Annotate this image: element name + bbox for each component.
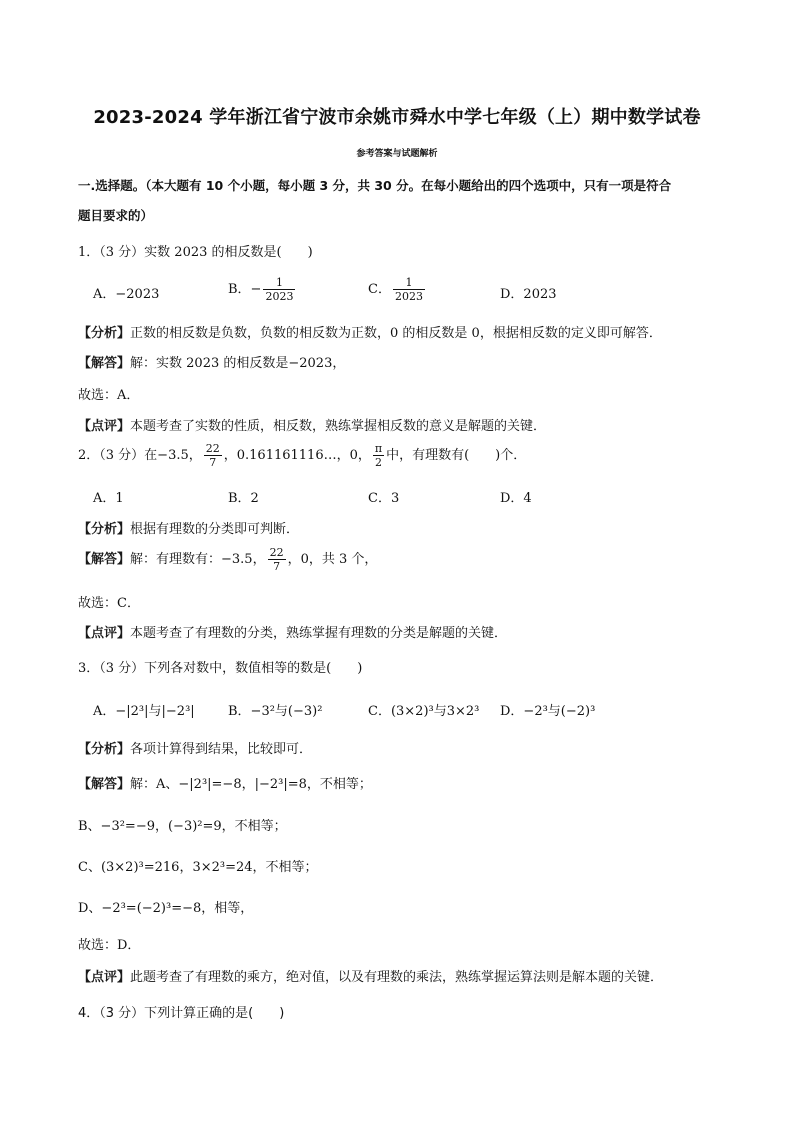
fraction-numerator: π [374, 442, 383, 455]
question-3-answer-c: C、(3×2)³=216，3×2³=24，不相等； [78, 860, 318, 875]
section-heading-line1: 一.选择题。（本大题有 10 个小题，每小题 3 分，共 30 分。在每小题给出的四个选项中，只有一项是符合 [78, 178, 672, 193]
question-2-stem-part2: ，0.161161116…，0， [223, 448, 371, 463]
question-1-choice: 故选：A． [78, 388, 140, 403]
question-2-stem [78, 442, 526, 469]
fraction-denominator: 2 [373, 455, 384, 469]
question-2-stem-part1: 2．（3 分）在−3.5， [78, 448, 202, 463]
question-2-answer [78, 546, 377, 573]
question-2-option-a: A．1 [93, 491, 124, 506]
question-3-option-b: B．−3²与(−3)² [228, 704, 323, 719]
question-3-choice: 故选：D． [78, 938, 141, 953]
comment-tag: 【点评】 [78, 626, 131, 641]
question-3-answer-b: B、−3²=−9，(−3)²=9，不相等； [78, 819, 287, 834]
question-1-option-a: A．−2023 [93, 287, 160, 302]
fraction-numerator: 22 [205, 442, 220, 455]
answer-tag: 【解答】 [78, 777, 131, 792]
answer-tag: 【解答】 [78, 356, 131, 371]
comment-tag: 【点评】 [78, 419, 131, 434]
answer-text: 解：实数 2023 的相反数是−2023， [130, 356, 346, 371]
fraction-numerator: 1 [405, 276, 413, 289]
comment-tag: 【点评】 [78, 970, 131, 985]
answer-text-part1: 解：有理数有：−3.5， [130, 552, 266, 567]
comment-text: 此题考查了有理数的乘方，绝对值，以及有理数的乘法，熟练掌握运算法则是解本题的关键． [130, 970, 664, 985]
comment-text: 本题考查了实数的性质，相反数，熟练掌握相反数的意义是解题的关键． [130, 419, 547, 434]
answer-text: 解：A、−|2³|=−8，|−2³|=8，不相等； [130, 777, 372, 792]
analysis-text: 正数的相反数是负数，负数的相反数为正数，0 的相反数是 0，根据相反数的定义即可解答． [130, 326, 662, 341]
question-1-option-b-prefix: B．− [228, 282, 262, 297]
question-2-fraction-22-7 [204, 442, 222, 469]
question-1-option-c-prefix: C． [368, 282, 391, 297]
question-2-stem-part3: 中，有理数有( )个． [386, 448, 527, 463]
question-1-option-c [368, 276, 427, 303]
question-3-option-d: D．−2³与(−2)³ [500, 704, 596, 719]
analysis-tag: 【分析】 [78, 326, 131, 341]
fraction-denominator: 2023 [265, 290, 294, 303]
analysis-text: 根据有理数的分类即可判断． [130, 522, 300, 537]
question-2-choice: 故选：C． [78, 596, 140, 611]
question-1-comment [78, 415, 546, 434]
question-2-fraction-pi-2 [373, 442, 384, 469]
answer-text-part2: ，0，共 3 个， [287, 552, 378, 567]
question-3-option-c: C．(3×2)³与3×2³ [368, 704, 480, 719]
question-2-analysis [78, 518, 299, 537]
fraction-denominator: 7 [268, 559, 286, 573]
analysis-tag: 【分析】 [78, 742, 131, 757]
question-2-comment [78, 622, 507, 641]
question-2-option-c: C．3 [368, 491, 400, 506]
question-1-analysis [78, 322, 662, 341]
question-1-option-c-fraction [393, 276, 425, 303]
fraction-numerator: 1 [275, 276, 283, 289]
analysis-text: 各项计算得到结果，比较即可． [130, 742, 313, 757]
answer-tag: 【解答】 [78, 552, 131, 567]
page-title: 2023-2024 学年浙江省宁波市余姚市舜水中学七年级（上）期中数学试卷 [93, 107, 701, 128]
question-3-answer [78, 773, 372, 792]
fraction-denominator: 7 [204, 455, 222, 469]
question-1-option-b-fraction [263, 276, 295, 303]
fraction-numerator: 22 [269, 546, 284, 559]
question-4-stem: 4．（3 分）下列计算正确的是( ) [78, 1006, 285, 1021]
question-1-option-d: D．2023 [500, 287, 557, 302]
question-3-stem: 3．（3 分）下列各对数中，数值相等的数是( ) [78, 661, 363, 676]
question-1-option-b [228, 276, 297, 303]
question-1-answer [78, 352, 345, 371]
question-3-comment [78, 966, 663, 985]
question-3-analysis [78, 738, 312, 757]
answer-fraction-22-7 [268, 546, 286, 573]
analysis-tag: 【分析】 [78, 522, 131, 537]
question-2-option-b: B．2 [228, 491, 259, 506]
comment-text: 本题考查了有理数的分类，熟练掌握有理数的分类是解题的关键． [130, 626, 508, 641]
question-2-option-d: D．4 [500, 491, 532, 506]
page-subtitle: 参考答案与试题解析 [356, 149, 438, 159]
fraction-denominator: 2023 [394, 290, 423, 303]
question-1-stem: 1．（3 分）实数 2023 的相反数是( ) [78, 245, 313, 260]
question-3-option-a: A．−|2³|与|−2³| [93, 704, 195, 719]
question-3-answer-d: D、−2³=(−2)³=−8，相等， [78, 901, 254, 916]
section-heading-line2: 题目要求的） [78, 208, 154, 223]
